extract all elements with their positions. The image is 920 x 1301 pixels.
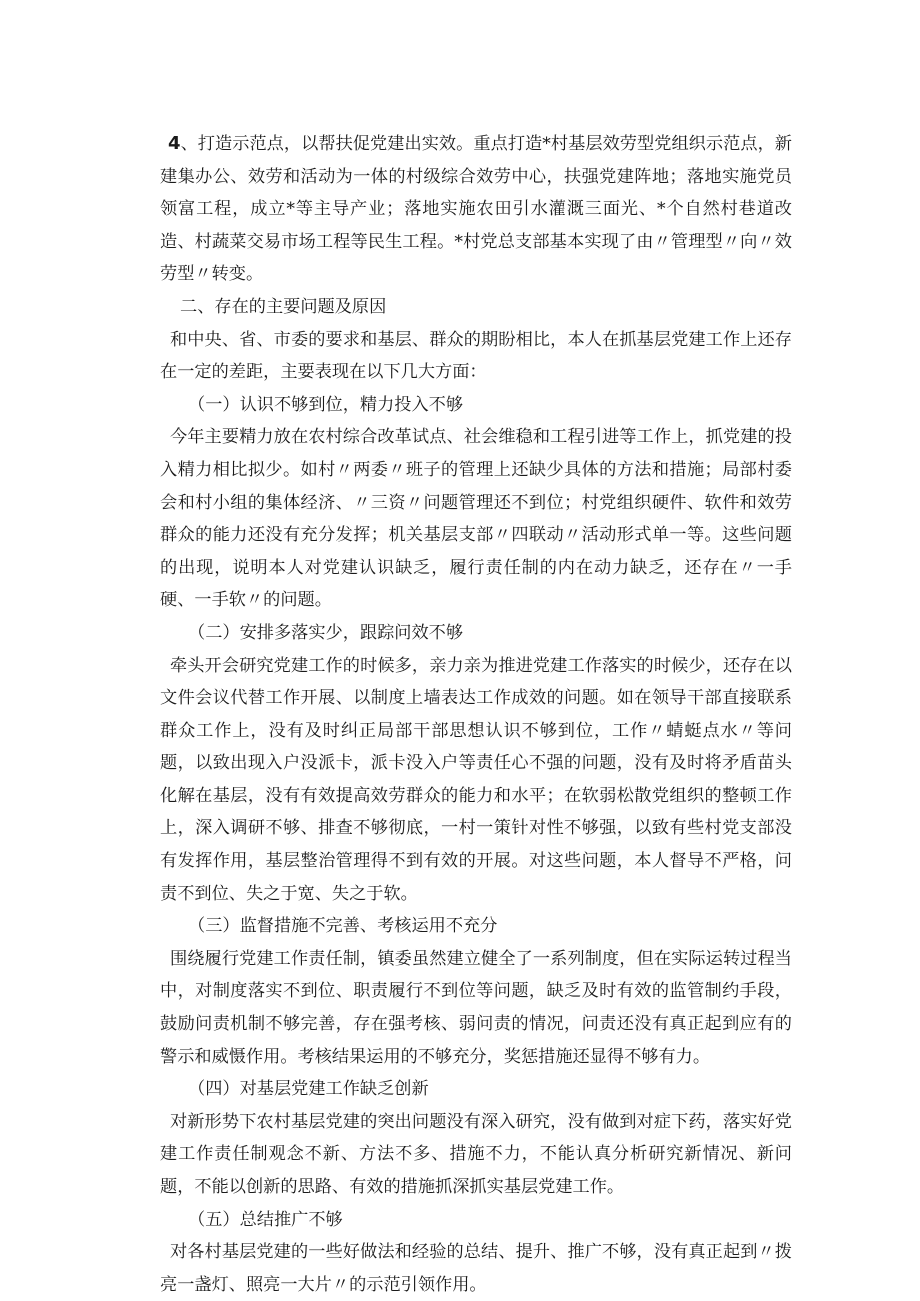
- item-number: 4: [168, 133, 181, 154]
- paragraph-4: [160, 128, 792, 291]
- subheading-1: （一）认识不够到位，精力投入不够: [188, 394, 464, 415]
- intro-paragraph: 和中央、省、市委的要求和基层、群众的期盼相比，本人在抓基层党建工作上还存在一定的差距，主要表现在以下几大方面：: [160, 329, 792, 383]
- subsection-5-text: 对各村基层党建的一些好做法和经验的总结、提升、推广不够，没有真正起到〃拨亮一盏灯、照亮一大片〃的示范引领作用。: [160, 1242, 792, 1295]
- subheading-2: （二）安排多落实少，跟踪问效不够: [188, 622, 464, 643]
- subsection-4-text: 对新形势下农村基层党建的突出问题没有深入研究，没有做到对症下药，落实好党建工作责任制观念不新、方法不多、措施不力，不能认真分析研究新情况、新问题，不能以创新的思路、有效的措施抓深抓实基层党建工作。: [160, 1111, 792, 1197]
- subsection-1-text: 今年主要精力放在农村综合改革试点、社会维稳和工程引进等工作上，抓党建的投入精力相比拟少。如村〃两委〃班子的管理上还缺少具体的方法和措施；局部村委会和村小组的集体经济、〃三资〃问题管理还不到位；村党组织硬件、软件和效劳群众的能力还没有充分发挥；机关基层支部〃四联动〃活动形式单一等。这些问题的出现，说明本人对党建认识缺乏，履行责任制的内在动力缺乏，还存在〃一手硬、一手软〃的问题。: [160, 427, 792, 611]
- subheading-3: （三）监督措施不完善、考核运用不充分: [188, 916, 498, 937]
- section-heading-2: 二、存在的主要问题及原因: [180, 296, 387, 317]
- subheading-5: （五）总结推广不够: [188, 1209, 343, 1230]
- subsection-3-text: 围绕履行党建工作责任制，镇委虽然建立健全了一系列制度，但在实际运转过程当中，对制度落实不到位、职责履行不到位等问题，缺乏及时有效的监管制约手段，鼓励问责机制不够完善，存在强考核、弱问责的情况，问责还没有真正起到应有的警示和威慑作用。考核结果运用的不够充分，奖惩措施还显得不够有力。: [160, 948, 792, 1067]
- paragraph-4-text: 、打造示范点，以帮扶促党建出实效。重点打造*村基层效劳型党组织示范点，新建集办公、效劳和活动为一体的村级综合效劳中心，扶强党建阵地；落地实施党员领富工程，成立*等主导产业；落地实施农田引水灌溉三面光、*个自然村巷道改造、村蔬菜交易市场工程等民生工程。*村党总支部基本实现了由〃管理型〃向〃效劳型〃转变。: [160, 134, 792, 285]
- subsection-2-text: 牵头开会研究党建工作的时候多，亲力亲为推进党建工作落实的时候少，还存在以文件会议代替工作开展、以制度上墙表达工作成效的问题。如在领导干部直接联系群众工作上，没有及时纠正局部干部思想认识不够到位，工作〃蜻蜓点水〃等问题，以致出现入户没派卡，派卡没入户等责任心不强的问题，没有及时将矛盾苗头化解在基层，没有有效提高效劳群众的能力和水平；在软弱松散党组织的整顿工作上，深入调研不够、排查不够彻底，一村一策针对性不够强，以致有些村党支部没有发挥作用，基层整治管理得不到有效的开展。对这些问题，本人督导不严格，问责不到位、失之于宽、失之于软。: [160, 655, 792, 904]
- subheading-4: （四）对基层党建工作缺乏创新: [188, 1079, 429, 1100]
- document-body: [160, 128, 792, 1301]
